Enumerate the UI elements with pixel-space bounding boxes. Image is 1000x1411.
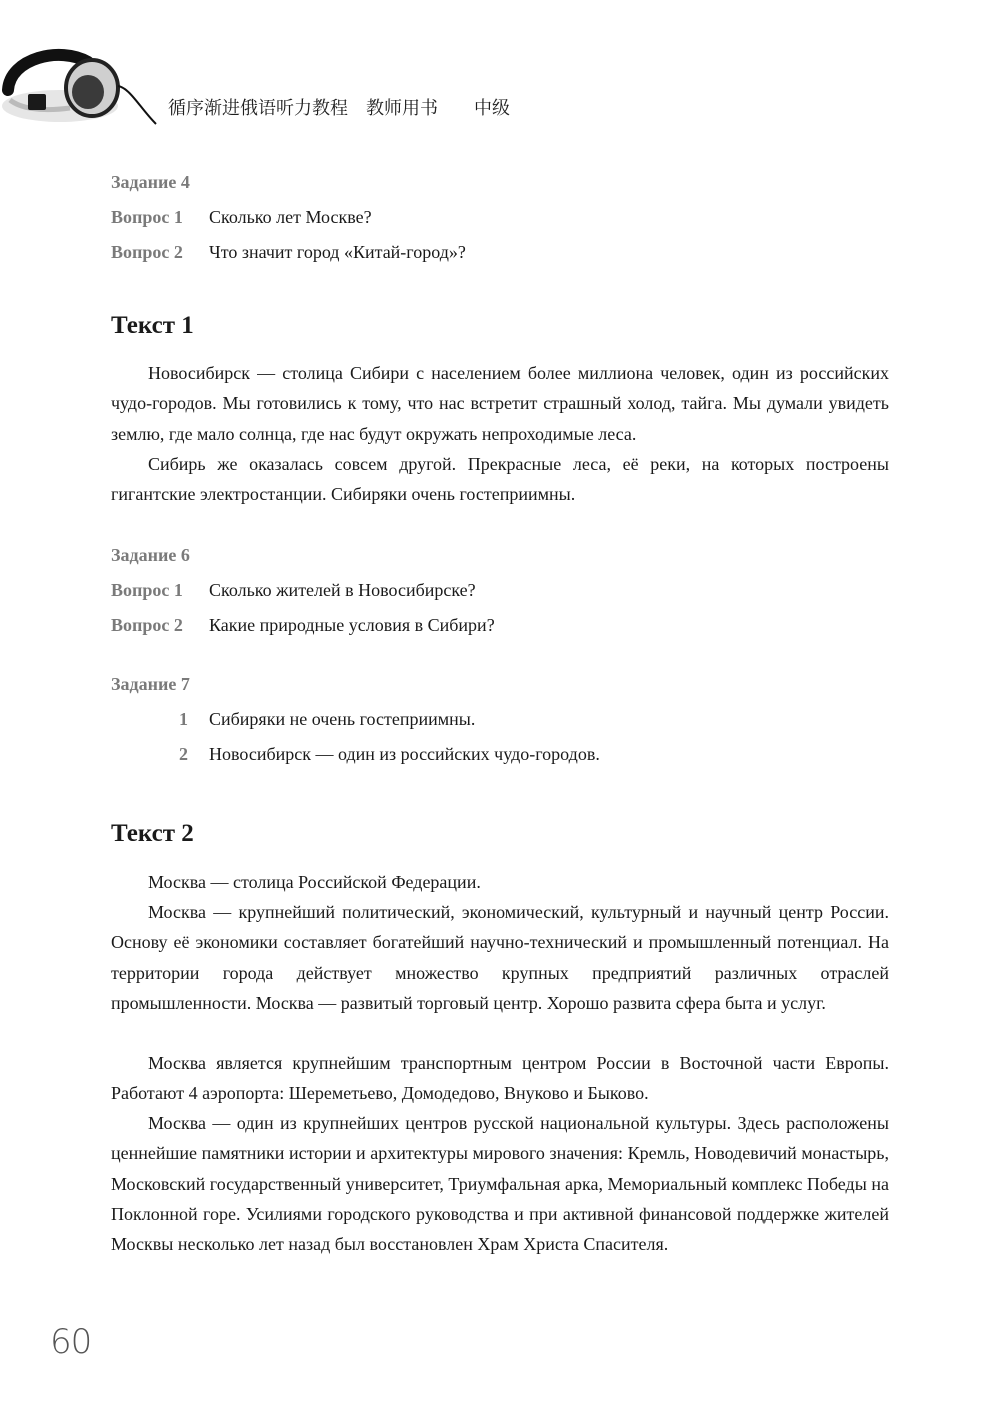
question-label: Вопрос 2 bbox=[111, 242, 183, 262]
statement-text: Новосибирск — один из российских чудо-городов. bbox=[209, 744, 600, 764]
text-2-paragraph: Москва — столица Российской Федерации. bbox=[148, 872, 481, 892]
task-6-label: Задание 6 bbox=[111, 545, 190, 565]
question-label: Вопрос 1 bbox=[111, 207, 183, 227]
text-2-heading: Текст 2 bbox=[111, 820, 194, 847]
question-label: Вопрос 2 bbox=[111, 615, 183, 635]
question-text: Сколько жителей в Новосибирске? bbox=[209, 580, 476, 600]
question-label: Вопрос 1 bbox=[111, 580, 183, 600]
page-header bbox=[0, 0, 1000, 130]
text-2-paragraph: Москва является крупнейшим транспортным центром России в Восточной части Европы. Работают 4 аэропорта: Шереметьево, Домодедово, Внуково и Быково. bbox=[111, 1053, 889, 1104]
question-text: Сколько лет Москве? bbox=[209, 207, 372, 227]
statement-number: 1 bbox=[179, 709, 188, 729]
text-1-paragraph: Сибирь же оказалась совсем другой. Прекрасные леса, её реки, на которых построены гигантские электростанции. Сибиряки очень гостеприимны. bbox=[111, 454, 889, 505]
task-4-label: Задание 4 bbox=[111, 172, 190, 192]
statement-text: Сибиряки не очень гостеприимны. bbox=[209, 709, 476, 729]
page-number: 60 bbox=[50, 1322, 92, 1362]
question-text: Что значит город «Китай-город»? bbox=[209, 242, 466, 262]
text-2-paragraph: Москва — крупнейший политический, экономический, культурный и научный центр России. Основу её экономики составляет богатейший научно-технический и промышленный потенциал. На территории города действует множество крупных предприятий различных отраслей промышленности. Москва — развитый торговый центр. Хорошо развита сфера быта и услуг. bbox=[111, 902, 889, 1013]
headphones-icon bbox=[0, 28, 160, 128]
task-7-label: Задание 7 bbox=[111, 674, 190, 694]
text-2-paragraph: Москва — один из крупнейших центров русской национальной культуры. Здесь расположены ценнейшие памятники истории и архитектуры мирового значения: Кремль, Новодевичий монастырь, Московский государственный университет, Триумфальная арка, Мемориальный комплекс Победы на Поклонной горе. Усилиями городского руководства и при активной финансовой поддержке жителей Москвы несколько лет назад был восстановлен Храм Христа Спасителя. bbox=[111, 1113, 889, 1255]
book-title: 循序渐进俄语听力教程 教师用书 中级 bbox=[168, 98, 510, 119]
statement-number: 2 bbox=[179, 744, 188, 764]
text-1-paragraph: Новосибирск — столица Сибири с населением более миллиона человек, один из российских чудо-городов. Мы готовились к тому, что нас встретит страшный холод, тайга. Мы думали увидеть землю, где мало солнца, где нас будут окружать непроходимые леса. bbox=[111, 363, 889, 444]
text-1-heading: Текст 1 bbox=[111, 312, 194, 339]
question-text: Какие природные условия в Сибири? bbox=[209, 615, 495, 635]
